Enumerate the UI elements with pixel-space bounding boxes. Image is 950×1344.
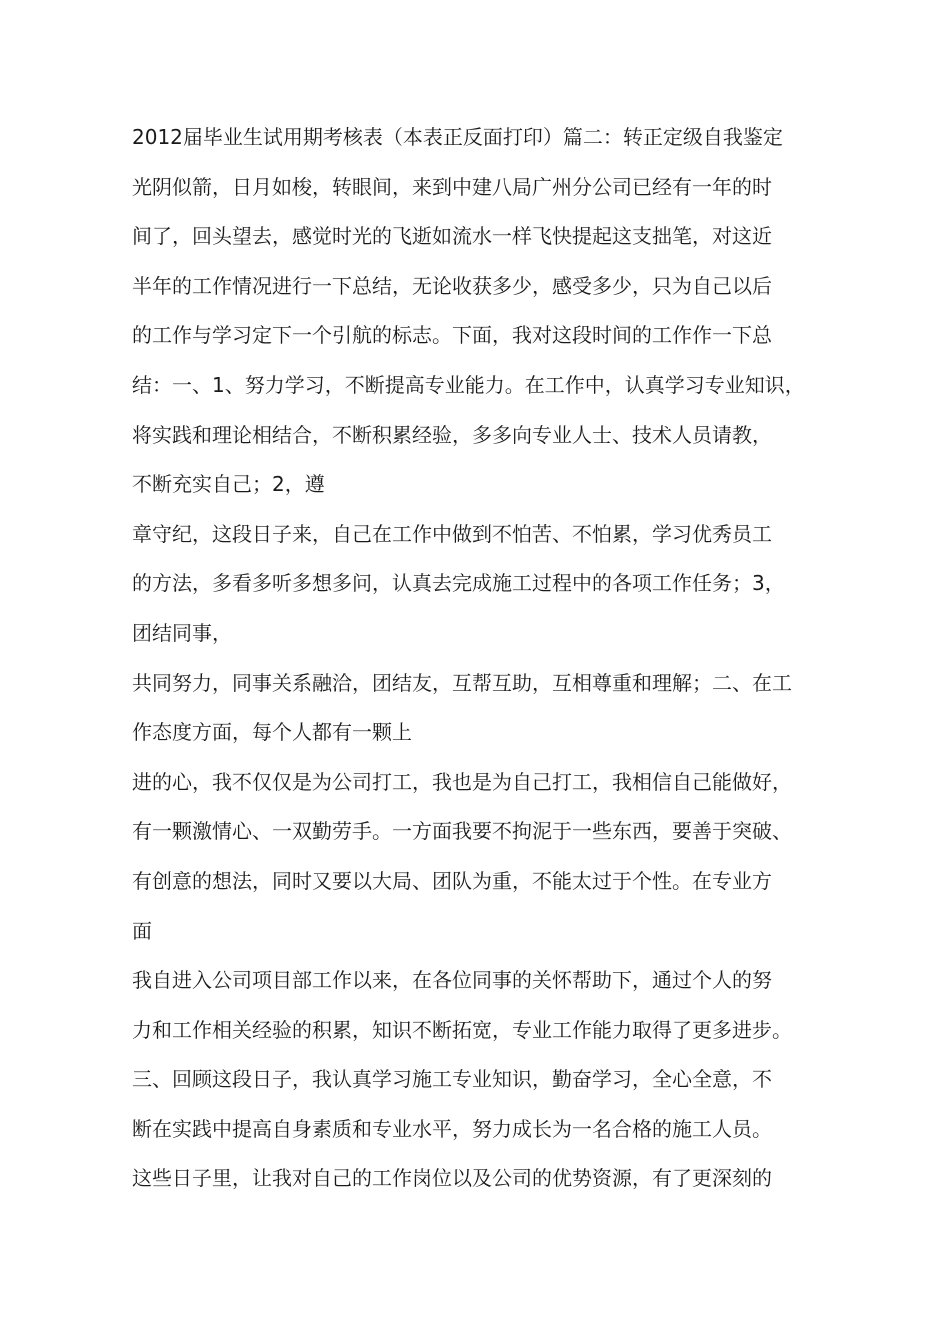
text-line: 将实践和理论相结合，不断积累经验，多多向专业人士、技术人员请教， [132,422,772,447]
body-text [132,119,852,1210]
text-line: 断在实践中提高自身素质和专业水平，努力成长为一名合格的施工人员。 [132,1116,772,1141]
text-line: 力和工作相关经验的积累，知识不断拓宽，专业工作能力取得了更多进步。 [132,1017,792,1042]
text-line: 的工作与学习定下一个引航的标志。下面，我对这段时间的工作作一下总 [132,323,772,348]
text-line: 不断充实自己；2，遵 [132,472,325,497]
text-line: 作态度方面，每个人都有一颗上 [132,720,412,745]
text-line: 2012届毕业生试用期考核表（本表正反面打印）篇二：转正定级自我鉴定 [132,125,783,149]
text-line: 章守纪，这段日子来，自己在工作中做到不怕苦、不怕累，学习优秀员工 [132,521,772,546]
text-line: 结：一、1、努力学习，不断提高专业能力。在工作中，认真学习专业知识， [132,372,805,397]
text-line: 光阴似箭，日月如梭，转眼间，来到中建八局广州分公司已经有一年的时 [132,174,772,199]
text-line: 面 [132,918,152,943]
text-line: 有一颗激情心、一双勤劳手。一方面我要不拘泥于一些东西，要善于突破、 [132,819,792,844]
text-line: 这些日子里，让我对自己的工作岗位以及公司的优势资源，有了更深刻的 [132,1166,772,1191]
text-line: 团结同事， [132,620,232,645]
text-line: 半年的工作情况进行一下总结，无论收获多少，感受多少，只为自己以后 [132,273,772,298]
text-line: 的方法，多看多听多想多问，认真去完成施工过程中的各项工作任务；3， [132,571,785,596]
text-line: 进的心，我不仅仅是为公司打工，我也是为自己打工，我相信自己能做好， [132,769,792,794]
text-line: 三、回顾这段日子，我认真学习施工专业知识，勤奋学习，全心全意，不 [132,1067,772,1092]
text-line: 有创意的想法，同时又要以大局、团队为重，不能太过于个性。在专业方 [132,868,772,893]
text-line: 我自进入公司项目部工作以来，在各位同事的关怀帮助下，通过个人的努 [132,968,772,993]
text-line: 共同努力，同事关系融洽，团结友，互帮互助，互相尊重和理解；二、在工 [132,670,792,695]
text-line: 间了，回头望去，感觉时光的飞逝如流水一样飞快提起这支拙笔，对这近 [132,224,772,249]
